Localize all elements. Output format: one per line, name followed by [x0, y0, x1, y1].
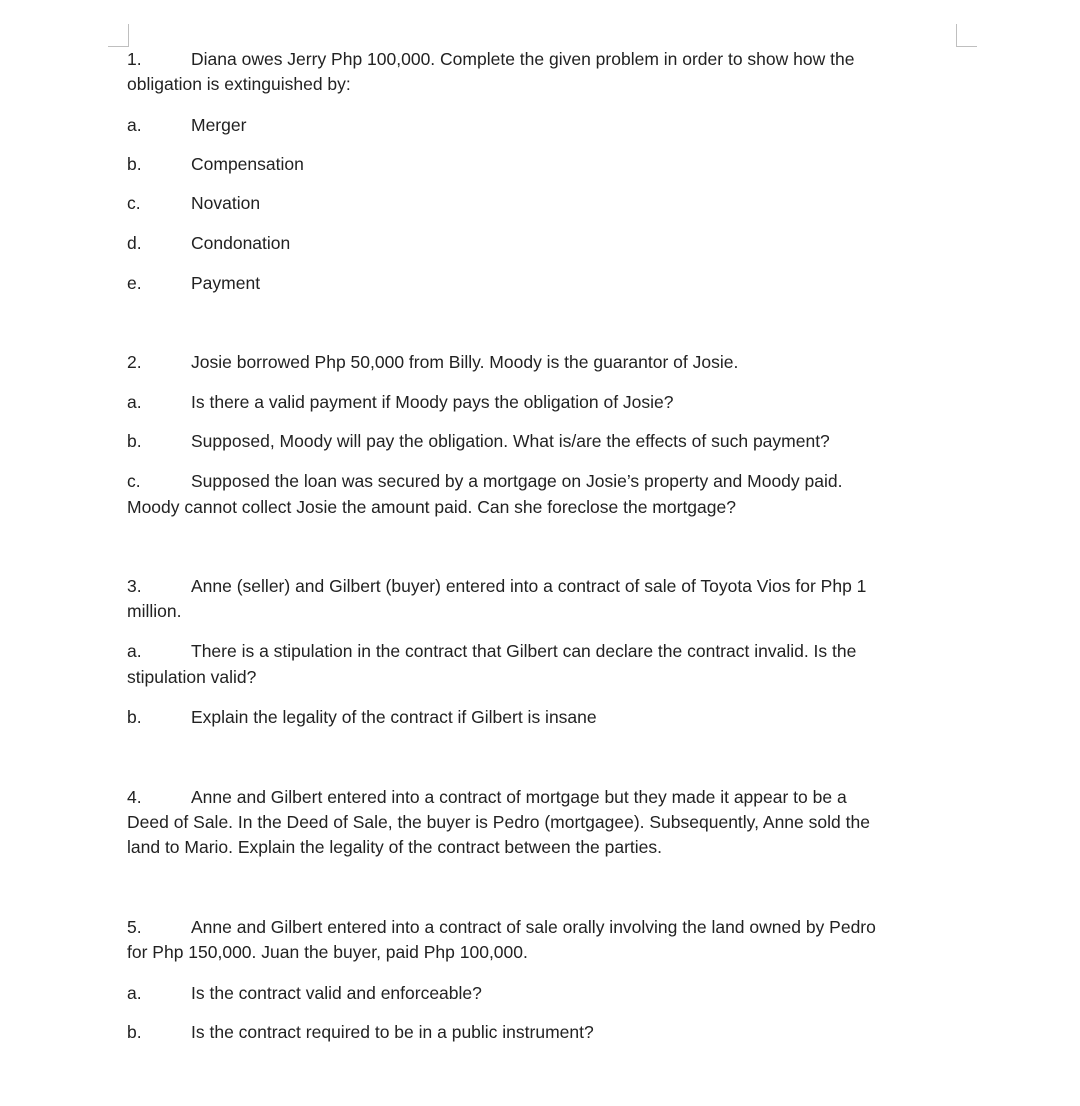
question-text: Anne and Gilbert entered into a contract of sale orally involving the land owned by Pedro [191, 917, 876, 937]
question-text: Josie borrowed Php 50,000 from Billy. Moody is the guarantor of Josie. [191, 352, 739, 372]
question-2 [127, 350, 957, 375]
item-label: e. [127, 273, 142, 293]
question-text: million. [127, 601, 182, 621]
question-5-item-b [127, 1020, 957, 1045]
question-3-item-a [127, 639, 957, 664]
question-number: 1. [127, 49, 142, 69]
question-3-continuation [127, 599, 957, 624]
question-1-item-d [127, 231, 957, 256]
item-text: There is a stipulation in the contract that Gilbert can declare the contract invalid. Is the [191, 641, 857, 661]
question-text: for Php 150,000. Juan the buyer, paid Php 100,000. [127, 942, 528, 962]
item-label: b. [127, 707, 142, 727]
question-2-item-c [127, 469, 957, 494]
item-text: Moody cannot collect Josie the amount paid. Can she foreclose the mortgage? [127, 497, 736, 517]
item-label: a. [127, 392, 142, 412]
question-text: Anne and Gilbert entered into a contract of mortgage but they made it appear to be a [191, 787, 847, 807]
question-text: obligation is extinguished by: [127, 74, 351, 94]
item-text: Explain the legality of the contract if Gilbert is insane [191, 707, 597, 727]
margin-corner-mark-right [956, 24, 977, 47]
item-text: Is the contract valid and enforceable? [191, 983, 482, 1003]
question-2-item-b [127, 429, 957, 454]
question-number: 5. [127, 917, 142, 937]
question-5-item-a [127, 981, 957, 1006]
question-1-item-c [127, 191, 957, 216]
question-4-continuation-1 [127, 810, 957, 835]
item-text: Compensation [191, 154, 304, 174]
item-text: Payment [191, 273, 261, 293]
item-text: stipulation valid? [127, 667, 257, 687]
question-1-item-b [127, 152, 957, 177]
question-3 [127, 574, 957, 599]
question-1-continuation [127, 72, 957, 97]
question-1-item-a [127, 113, 957, 138]
question-4 [127, 785, 957, 810]
question-number: 2. [127, 352, 142, 372]
item-text: Is the contract required to be in a public instrument? [191, 1022, 594, 1042]
question-1 [127, 47, 957, 72]
question-3-item-a-continuation [127, 665, 957, 690]
item-text: Merger [191, 115, 247, 135]
item-label: c. [127, 471, 141, 491]
item-label: d. [127, 233, 142, 253]
question-4-continuation-2 [127, 835, 957, 860]
item-text: Novation [191, 193, 261, 213]
item-label: a. [127, 641, 142, 661]
question-3-item-b [127, 705, 957, 730]
item-text: Condonation [191, 233, 291, 253]
item-label: b. [127, 154, 142, 174]
question-5-continuation [127, 940, 957, 965]
question-text: land to Mario. Explain the legality of the contract between the parties. [127, 837, 663, 857]
item-label: a. [127, 983, 142, 1003]
question-1-item-e [127, 271, 957, 296]
question-number: 3. [127, 576, 142, 596]
question-text: Diana owes Jerry Php 100,000. Complete the given problem in order to show how the [191, 49, 855, 69]
question-2-item-a [127, 390, 957, 415]
question-text: Anne (seller) and Gilbert (buyer) entered into a contract of sale of Toyota Vios for Php 1 [191, 576, 867, 596]
item-text: Is there a valid payment if Moody pays the obligation of Josie? [191, 392, 674, 412]
question-number: 4. [127, 787, 142, 807]
item-label: b. [127, 431, 142, 451]
item-text: Supposed the loan was secured by a mortgage on Josie’s property and Moody paid. [191, 471, 843, 491]
item-label: c. [127, 193, 141, 213]
item-label: a. [127, 115, 142, 135]
margin-corner-mark-left [108, 24, 129, 47]
question-text: Deed of Sale. In the Deed of Sale, the buyer is Pedro (mortgagee). Subsequently, Anne sold the [127, 812, 870, 832]
item-text: Supposed, Moody will pay the obligation. What is/are the effects of such payment? [191, 431, 830, 451]
item-label: b. [127, 1022, 142, 1042]
question-2-item-c-continuation [127, 495, 957, 520]
question-5 [127, 915, 957, 940]
